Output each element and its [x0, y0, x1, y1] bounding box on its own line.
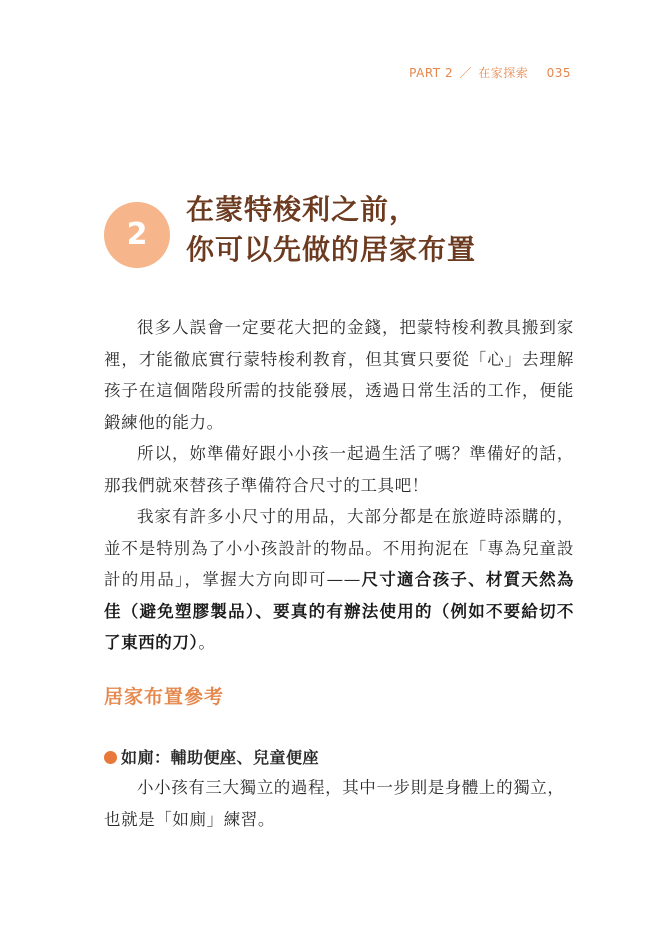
page-number: 035 — [546, 66, 571, 80]
chapter-title-line-1: 在蒙特梭利之前， — [186, 193, 419, 226]
paragraph-3-bold: 尺寸適合孩子、材質天然為佳（避免塑膠製品）、要真的有辦法使用的（例如不要給切不了東西的刀） — [104, 570, 575, 652]
section-heading: 居家布置參考 — [104, 686, 225, 708]
chapter-number-badge: 2 — [104, 202, 170, 268]
bullet-dot-icon — [104, 751, 117, 764]
sub-heading-text: 如廁：輔助便座、兒童便座 — [121, 748, 320, 767]
section-label: 在家探索 — [478, 66, 529, 80]
body-text — [104, 312, 574, 659]
chapter-title — [186, 190, 576, 270]
running-header — [409, 64, 571, 81]
paragraph-3-end: 。 — [198, 633, 216, 652]
part-label: PART 2 — [409, 66, 454, 80]
paragraph-3-start: 我家有許多小尺寸的用品，大部分都是在旅遊時添購的，並不是特別為了小小孩設計的物品。不用拘泥在「專為兒童設計的用品」，掌握大方向即可—— — [104, 507, 574, 589]
sub-heading — [104, 745, 319, 768]
sub-paragraph: 小小孩有三大獨立的過程，其中一步則是身體上的獨立，也就是「如廁」練習。 — [104, 778, 565, 829]
paragraph-2: 所以，妳準備好跟小小孩一起過生活了嗎？準備好的話，那我們就來替孩子準備符合尺寸的工具吧！ — [104, 444, 574, 495]
chapter-title-line-2: 你可以先做的居家布置 — [186, 233, 477, 266]
sub-body-text — [104, 772, 574, 835]
header-separator: ／ — [459, 66, 472, 80]
chapter-heading — [104, 190, 574, 270]
paragraph-1: 很多人誤會一定要花大把的金錢，把蒙特梭利教具搬到家裡，才能徹底實行蒙特梭利教育，但其實只要從「心」去理解孩子在這個階段所需的技能發展，透過日常生活的工作，便能鍛練他的能力。 — [104, 318, 574, 432]
paragraph-3 — [104, 501, 574, 659]
